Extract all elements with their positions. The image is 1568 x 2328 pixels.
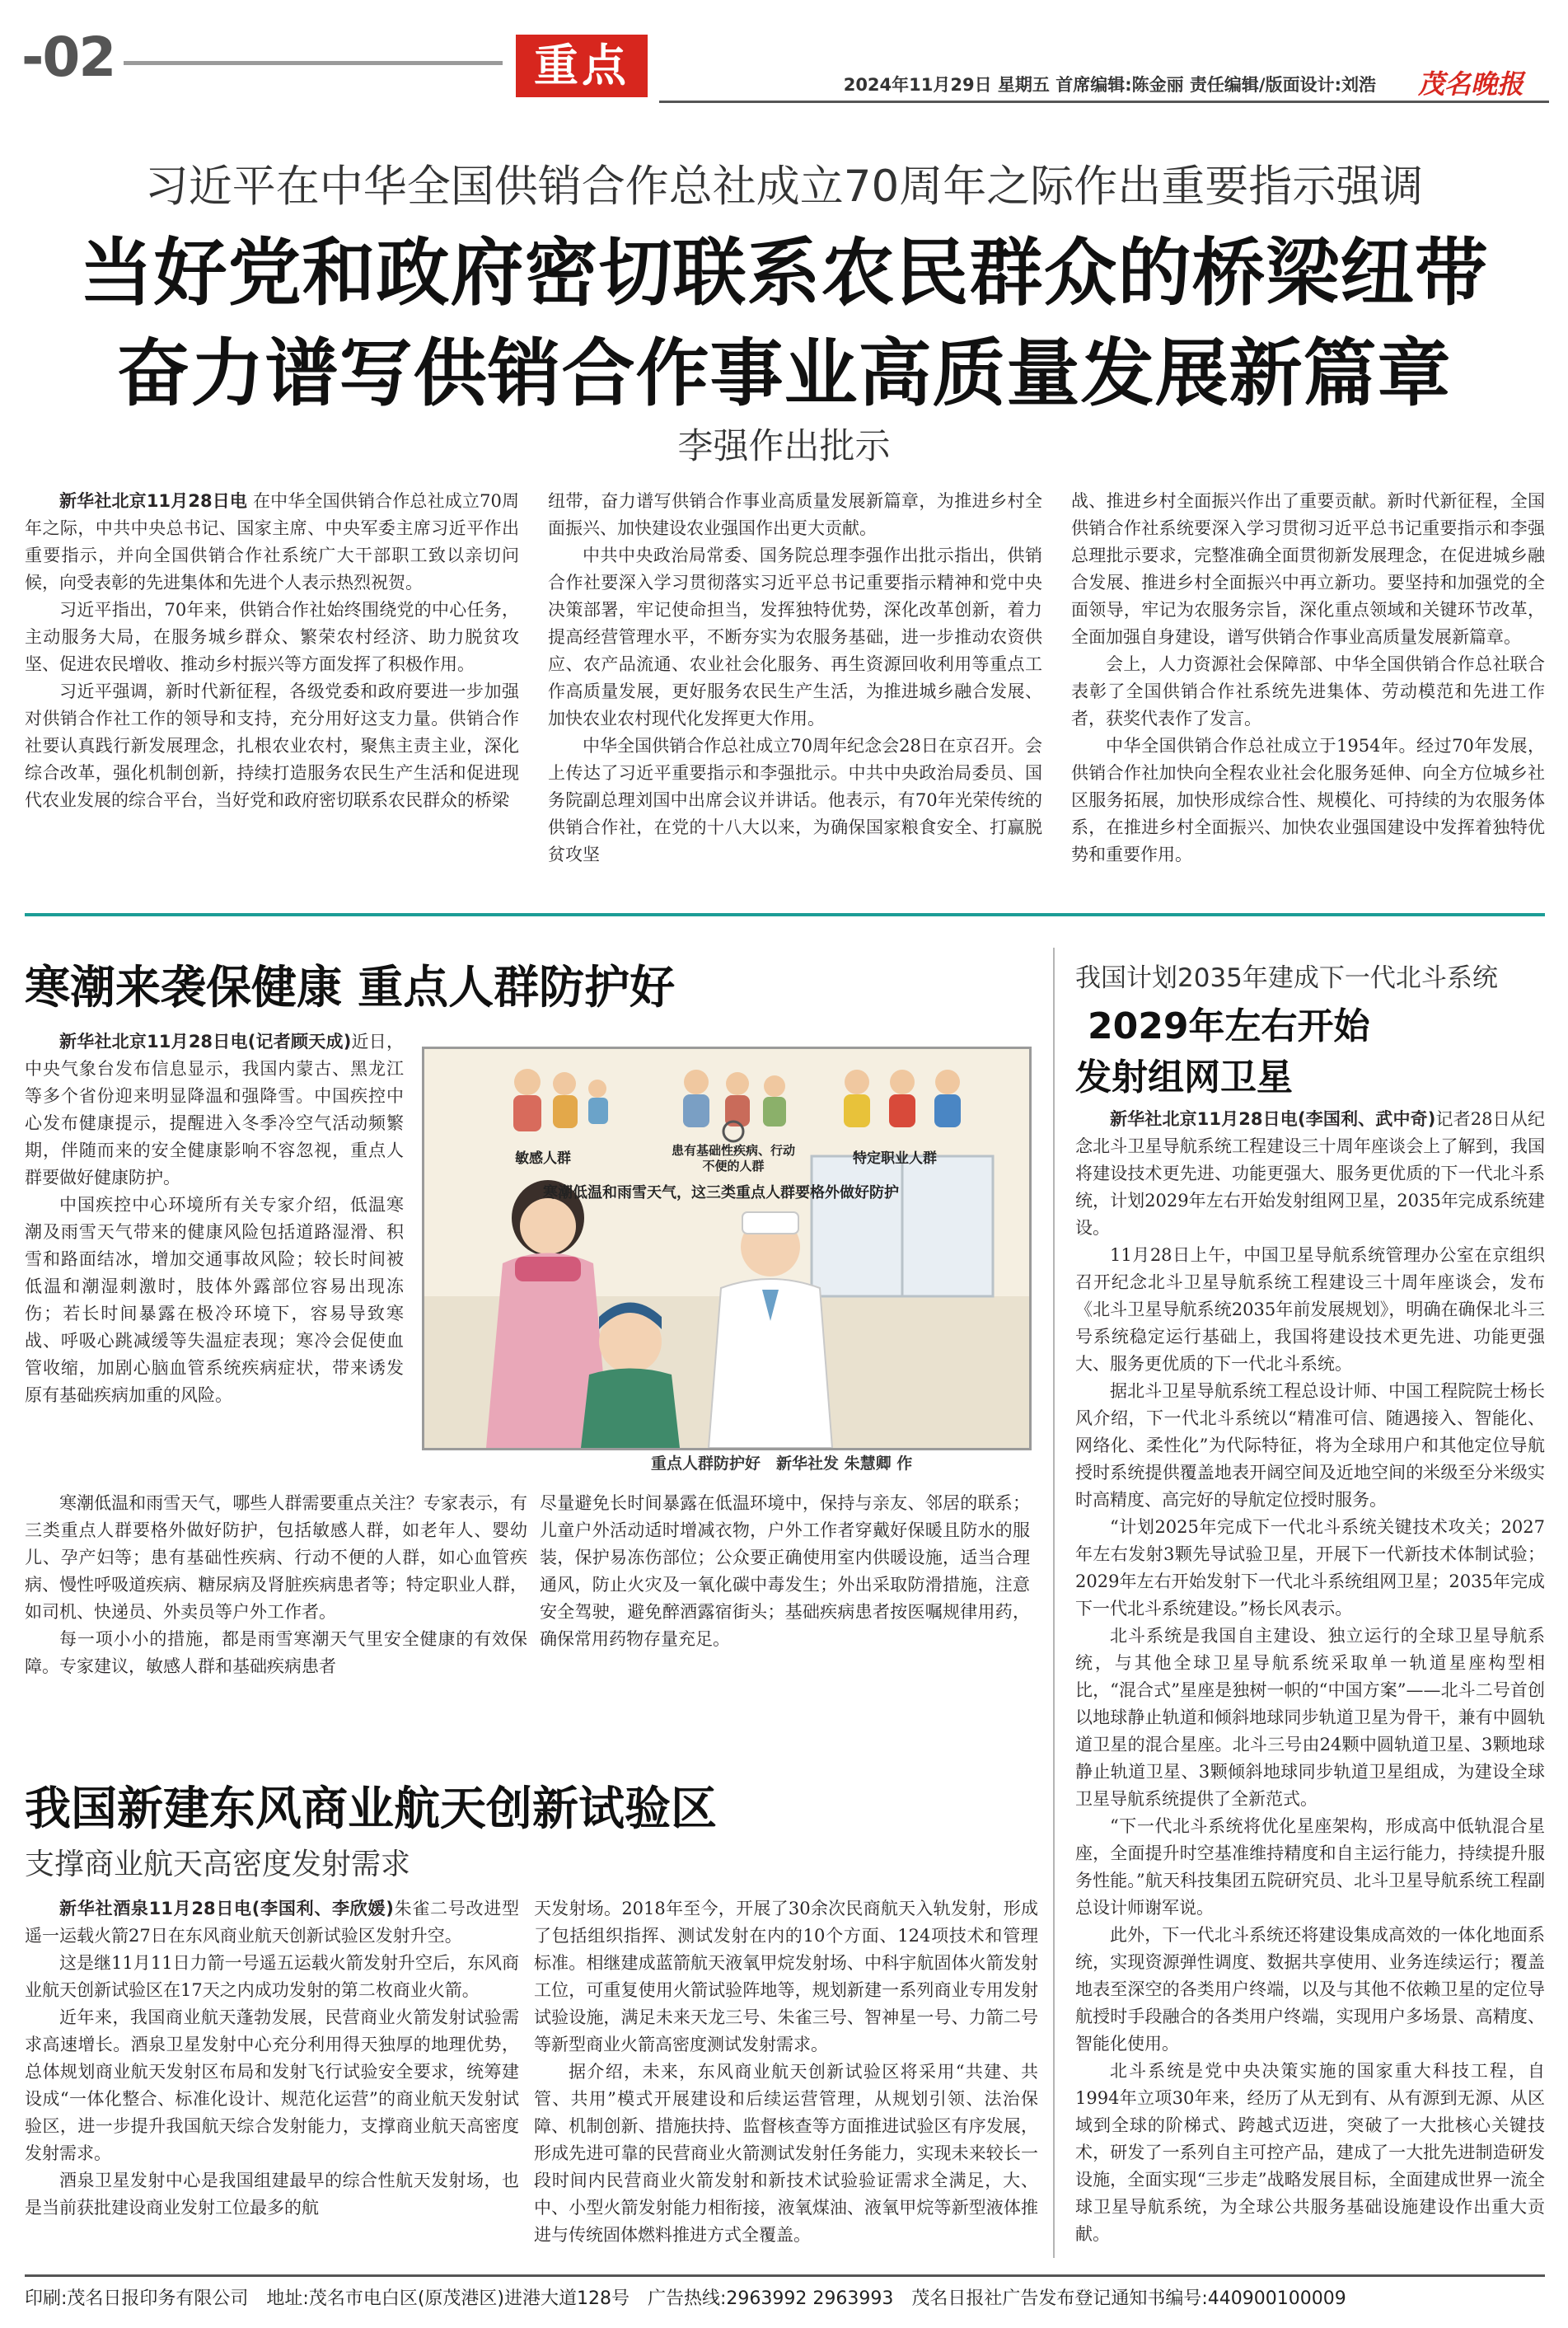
header-rule-left xyxy=(124,61,503,65)
beidou-kicker: 我国计划2035年建成下一代北斗系统 xyxy=(1075,963,1498,993)
paragraph: “计划2025年完成下一代北斗系统关键技术攻关；2027年左右发射3颗先导试验卫星，开展下一代新技术体制试验；2029年左右开始发射下一代北斗系统组网卫星；2035年完成下一代北斗系统建设。”杨长风表示。 xyxy=(1075,1517,1545,1618)
paragraph: 近日，中央气象台发布信息显示，我国内蒙古、黑龙江等多个省份迎来明显降温和强降雪。中国疾控中心发布健康提示，提醒进入冬季冷空气活动频繁期，伴随而来的安全健康影响不容忽视，重点人群要做好健康防护。 xyxy=(25,1032,404,1187)
lead-headline-2: 奋力谱写供销合作事业高质量发展新篇章 xyxy=(116,330,1452,416)
dateline: 新华社北京11月28日电(记者顾天成) xyxy=(59,1032,352,1052)
space-col-1 xyxy=(25,1895,519,2258)
paragraph: 朱雀二号改进型遥一运载火箭27日在东风商业航天创新试验区发射升空。 xyxy=(25,1899,519,1946)
paragraph: 每一项小小的措施，都是雨雪寒潮天气里安全健康的有效保障。专家建议，敏感人群和基础疾病患者 xyxy=(25,1629,527,1676)
paragraph: 习近平指出，70年来，供销合作社始终围绕党的中心任务，主动服务大局，在服务城乡群众、繁荣农村经济、助力脱贫攻坚、促进农民增收、推动乡村振兴等方面发挥了积极作用。 xyxy=(25,600,519,674)
column-rule xyxy=(1053,948,1055,2258)
paragraph: 在中华全国供销合作总社成立70周年之际，中共中央总书记、国家主席、中央军委主席习近平作出重要指示，并向全国供销合作社系统广大干部职工致以亲切问候，向受表彰的先进集体和先进个人表示热烈祝贺。 xyxy=(25,491,519,593)
paragraph: 中华全国供销合作总社成立70周年纪念会28日在京召开。会上传达了习近平重要指示和李强批示。中共中央政治局委员、国务院副总理刘国中出席会议并讲话。他表示，有70年光荣传统的供销合作社，在党的十八大以来，为确保国家粮食安全、打赢脱贫攻坚 xyxy=(548,736,1042,864)
paragraph: 据介绍，未来，东风商业航天创新试验区将采用“共建、共管、共用”模式开展建设和后续运营管理，从规划引领、法治保障、机制创新、措施扶持、监督核查等方面推进试验区有序发展，形成先进可靠的民营商业火箭测试发射任务能力，实现未来较长一段时间内民营商业火箭发射和新技术试验验证需求全满足，大、中、小型火箭发射能力相衔接，液氧煤油、液氧甲烷等新型液体推进与传统固体燃料推进方式全覆盖。 xyxy=(534,2062,1038,2245)
paragraph: 尽量避免长时间暴露在低温环境中，保持与亲友、邻居的联系；儿童户外活动适时增减衣物，户外工作者穿戴好保暖且防水的服装，保护易冻伤部位；公众要正确使用室内供暖设施，适当合理通风，防止火灾及一氧化碳中毒发生；外出采取防滑措施，注意安全驾驶，避免醉酒露宿街头；基础疾病患者按医嘱规律用药，确保常用药物存量充足。 xyxy=(540,1493,1030,1649)
space-headline: 我国新建东风商业航天创新试验区 xyxy=(25,1782,717,1836)
paragraph: 中国疾控中心环境所有关专家介绍，低温寒潮及雨雪天气带来的健康风险包括道路湿滑、积雪和路面结冰，增加交通事故风险；较长时间被低温和潮湿刺激时，肢体外露部位容易出现冻伤；若长时间暴露在极冷环境下，容易导致寒战、呼吸心跳减缓等失温症表现；寒冷会促使血管收缩，加剧心脑血管系统疾病症状，带来诱发原有基础疾病加重的风险。 xyxy=(25,1195,404,1405)
paragraph: 中华全国供销合作总社成立于1954年。经过70年发展，供销合作社加快向全程农业社会化服务延伸、向全方位城乡社区服务拓展，加快形成综合性、规模化、可持续的为农服务体系，在推进乡村全面振兴、加快农业强国建设中发挥着独特优势和重要作用。 xyxy=(1071,736,1545,864)
section-divider xyxy=(25,913,1545,916)
paper-logo: 茂名晚报 xyxy=(1417,68,1524,100)
lead-headline-1: 当好党和政府密切联系农民群众的桥梁纽带 xyxy=(79,230,1489,316)
lead-kicker: 习近平在中华全国供销合作总社成立70周年之际作出重要指示强调 xyxy=(144,162,1424,212)
paragraph: 中共中央政治局常委、国务院总理李强作出批示指出，供销合作社要深入学习贯彻落实习近平总书记重要指示精神和党中央决策部署，牢记使命担当，发挥独特优势，深化改革创新，着力提高经营管理水平，不断夯实为农服务基础，进一步推动农资供应、农产品流通、农业社会化服务、再生资源回收利用等重点工作高质量发展，更好服务农民生产生活，为推进城乡融合发展、加快农业农村现代化发挥更大作用。 xyxy=(548,546,1042,728)
paragraph: 天发射场。2018年至今，开展了30余次民商航天入轨发射，形成了包括组织指挥、测试发射在内的10个方面、124项技术和管理标准。相继建成蓝箭航天液氧甲烷发射场、中科宇航固体火箭发射工位，可重复使用火箭试验阵地等，规划新建一系列商业专用发射试验设施，满足未来天龙三号、朱雀三号、智神星一号、力箭二号等新型商业火箭高密度测试发射需求。 xyxy=(534,1899,1038,2054)
label-occupational: 特定职业人群 xyxy=(853,1150,937,1167)
cold-col-2 xyxy=(540,1490,1030,1729)
paragraph: 会上，人力资源社会保障部、中华全国供销合作总社联合表彰了全国供销合作社系统先进集体、劳动模范和先进工作者，获奖代表作了发言。 xyxy=(1071,654,1545,728)
lead-col-3 xyxy=(1071,488,1545,892)
illustration-caption: 重点人群防护好 新华社发 朱慧卿 作 xyxy=(651,1454,913,1473)
label-sensitive: 敏感人群 xyxy=(515,1150,571,1167)
paragraph: 11月28日上午，中国卫星导航系统管理办公室在京组织召开纪念北斗卫星导航系统工程建设三十周年座谈会，发布《北斗卫星导航系统2035年前发展规划》，明确在确保北斗三号系统稳定运行基础上，我国将建设技术更先进、功能更强大、服务更优质的下一代北斗系统。 xyxy=(1075,1245,1545,1374)
occupational-group-figures xyxy=(844,1070,961,1127)
illustration-banner: 寒潮低温和雨雪天气，这三类重点人群要格外做好防护 xyxy=(543,1184,899,1201)
header-rule xyxy=(659,101,1549,103)
section-tag: 重点 xyxy=(516,35,648,97)
paragraph: 习近平强调，新时代新征程，各级党委和政府要进一步加强对供销合作社工作的领导和支持，充分用好这支力量。供销合作社要认真践行新发展理念，扎根农业农村，聚焦主责主业，深化综合改革，强化机制创新，持续打造服务农民生产生活和促进现代农业发展的综合平台，当好党和政府密切联系农民群众的桥梁 xyxy=(25,682,519,810)
paragraph: 此外，下一代北斗系统还将建设集成高效的一体化地面系统，实现资源弹性调度、数据共享使用、业务连续运行；覆盖地表至深空的各类用户终端，以及与其他不依赖卫星的定位导航授时手段融合的各类用户终端，实现用户多场景、高精度、智能化使用。 xyxy=(1075,1925,1545,2054)
paragraph: 寒潮低温和雨雪天气，哪些人群需要重点关注？专家表示，有三类重点人群要格外做好防护，包括敏感人群，如老年人、婴幼儿、孕产妇等；患有基础性疾病、行动不便的人群，如心血管疾病、慢性呼吸道疾病、糖尿病及肾脏疾病患者等；特定职业人群，如司机、快递员、外卖员等户外工作者。 xyxy=(25,1493,527,1622)
paragraph: 记者28日从纪念北斗卫星导航系统工程建设三十周年座谈会上了解到，我国将建设技术更先进、功能更强大、服务更优质的下一代北斗系统，计划2029年左右开始发射组网卫星，2035年完成系统建设。 xyxy=(1075,1109,1545,1238)
lead-col-1 xyxy=(25,488,519,892)
beidou-headline-1: 2029年左右开始 xyxy=(1088,1005,1370,1047)
health-illustration xyxy=(424,1049,1029,1448)
dateline: 新华社北京11月28日电 xyxy=(59,491,248,511)
header-meta: 2024年11月29日 星期五 首席编辑:陈金丽 责任编辑/版面设计:刘浩 xyxy=(843,75,1376,95)
beidou-col xyxy=(1075,1106,1545,2258)
paragraph: “下一代北斗系统将优化星座架构，形成高中低轨混合星座，全面提升时空基准维持精度和自主运行能力，持续提升服务性能。”航天科技集团五院研究员、北斗卫星导航系统工程副总设计师谢军说。 xyxy=(1075,1816,1545,1918)
paragraph: 据北斗卫星导航系统工程总设计师、中国工程院院士杨长风介绍，下一代北斗系统以“精准可信、随遇接入、智能化、网络化、柔性化”为代际特征，将为全球用户和其他定位导航授时系统提供覆盖地表开阔空间及近地空间的米级至分米级实时高精度、高完好的导航定位授时服务。 xyxy=(1075,1381,1545,1510)
footer-rule xyxy=(25,2274,1545,2277)
illustration-frame xyxy=(422,1047,1032,1450)
space-col-2 xyxy=(534,1895,1038,2258)
dateline: 新华社北京11月28日电(李国利、武中奇) xyxy=(1110,1109,1436,1129)
paragraph: 北斗系统是党中央决策实施的国家重大科技工程，自1994年立项30年来，经历了从无到有、从有源到无源、从区域到全球的阶梯式、跨越式迈进，突破了一大批核心关键技术，研发了一系列自主可控产品，建成了一大批先进制造研发设施，全面实现“三步走”战略发展目标，全面建成世界一流全球卫星导航系统，为全球公共服务基础设施建设作出重大贡献。 xyxy=(1075,2061,1545,2244)
paragraph: 纽带，奋力谱写供销合作事业高质量发展新篇章，为推进乡村全面振兴、加快建设农业强国作出更大贡献。 xyxy=(548,491,1042,538)
beidou-headline-2: 发射组网卫星 xyxy=(1075,1056,1293,1098)
cold-col-1b xyxy=(25,1490,527,1729)
paragraph: 近年来，我国商业航天蓬勃发展，民营商业火箭发射试验需求高速增长。酒泉卫星发射中心充分利用得天独厚的地理优势，总体规划商业航天发射区布局和发射飞行试验安全要求，统筹建设成“一体化整合、标准化设计、规范化运营”的商业航天发射试验区，进一步提升我国航天综合发射能力，支撑商业航天高密度发射需求。 xyxy=(25,2007,519,2163)
cold-headline: 寒潮来袭保健康 重点人群防护好 xyxy=(25,961,676,1014)
paragraph: 酒泉卫星发射中心是我国组建最早的综合性航天发射场，也是当前获批建设商业发射工位最多的航 xyxy=(25,2171,519,2218)
cold-col-1a xyxy=(25,1028,404,1473)
paragraph: 战、推进乡村全面振兴作出了重要贡献。新时代新征程，全国供销合作社系统要深入学习贯彻习近平总书记重要指示和李强总理批示要求，完整准确全面贯彻新发展理念，在促进城乡融合发展、推进乡村全面振兴中再立新功。要坚持和加强党的全面领导，牢记为农服务宗旨，深化重点领域和关键环节改革，全面加强自身建设，谱写供销合作事业高质量发展新篇章。 xyxy=(1071,491,1545,647)
paragraph: 北斗系统是我国自主建设、独立运行的全球卫星导航系统，与其他全球卫星导航系统采取单一轨道星座构型相比，“混合式”星座是独树一帜的“中国方案”——北斗二号首创以地球静止轨道和倾斜地球同步轨道卫星为骨干，兼有中圆轨道卫星的混合星座。北斗三号由24颗中圆轨道卫星、3颗地球静止轨道卫星、3颗倾斜地球同步轨道卫星组成，为建设全球卫星导航系统提供了全新范式。 xyxy=(1075,1626,1545,1809)
footer-info: 印刷:茂名日报印务有限公司 地址:茂名市电白区(原茂港区)进港大道128号 广告热线:2963992 2963993 茂名日报社广告发布登记通知书编号:440900100009 xyxy=(25,2288,1346,2309)
space-subhead: 支撑商业航天高密度发射需求 xyxy=(25,1848,411,1881)
page-number: -02 xyxy=(21,26,115,89)
paragraph: 这是继11月11日力箭一号遥五运载火箭发射升空后，东风商业航天创新试验区在17天之内成功发射的第二枚商业火箭。 xyxy=(25,1953,519,2000)
dateline: 新华社酒泉11月28日电(李国利、李欣媛) xyxy=(59,1899,394,1918)
lead-subhead: 李强作出批示 xyxy=(677,426,891,467)
lead-col-2 xyxy=(548,488,1042,892)
label-disease: 患有基础性疾病、行动不便的人群 xyxy=(672,1143,796,1173)
